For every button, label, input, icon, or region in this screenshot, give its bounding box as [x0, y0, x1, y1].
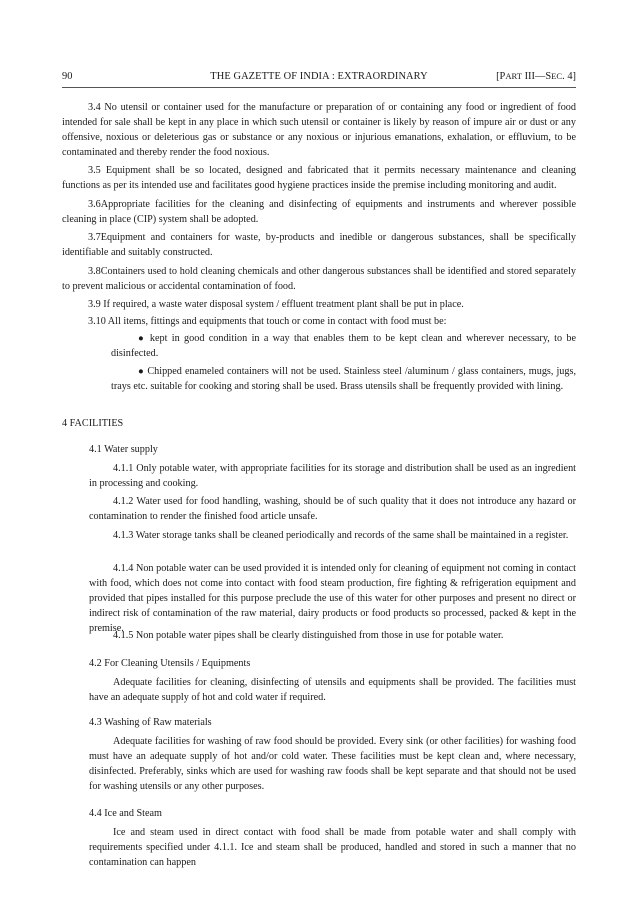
para-4-1-4: 4.1.4 Non potable water can be used provided it is intended only for cleaning of equipment not coming in contact with food, which does not come into contact with food steam production, fire fighting & refrigeration equipment and provided that pipes installed for this purpose preclude the use of this water for other purposes and present no direct or indirect risk of contamination of the raw material, dairy products or food products so processed, packed & kept in the premise.	[89, 563, 576, 635]
subheading-4-1: 4.1 Water supply	[89, 444, 158, 455]
header-rule	[62, 87, 576, 88]
para-4-3: Adequate facilities for washing of raw food should be provided. Every sink (or other facilities) for washing food must have an adequate supply of hot and/or cold water. These facilities must be kept clean and, where necessary, disinfected. Preferably, sinks which are used for washing raw foods shall be kept separate and that should not be used for washing utensils or any other purposes.	[89, 736, 576, 793]
para-4-1-5: 4.1.5 Non potable water pipes shall be clearly distinguished from those in use for potable water.	[113, 630, 504, 641]
para-3-6: 3.6Appropriate facilities for the cleaning and disinfecting of equipments and instruments and wherever possible cleaning in place (CIP) system shall be adopted.	[62, 199, 576, 226]
bullet-icon: ●	[138, 366, 145, 377]
page-header	[62, 69, 576, 83]
para-3-7: 3.7Equipment and containers for waste, by-products and inedible or dangerous substances, shall be specifically identifiable and suitably constructed.	[62, 232, 576, 259]
para-3-8: 3.8Containers used to hold cleaning chemicals and other dangerous substances shall be identified and stored separately to prevent malicious or accidental contamination of food.	[62, 266, 576, 293]
para-3-4: 3.4 No utensil or container used for the manufacture or preparation of or containing any food or ingredient of food intended for sale shall be kept in any place in which such utensil or container is likely by reason of impure air or dust or any offensive, noxious or deleterious gas or substance or any noxious or injurious emanations, exhalation, or effluvium, to be contaminated and thereby render the food noxious.	[62, 102, 576, 159]
para-4-1-1: 4.1.1 Only potable water, with appropriate facilities for its storage and distribution shall be used as an ingredient in processing and cooking.	[89, 463, 576, 490]
subheading-4-2: 4.2 For Cleaning Utensils / Equipments	[89, 658, 251, 669]
para-4-4: Ice and steam used in direct contact with food shall be made from potable water and shall comply with requirements specified under 4.1.1. Ice and steam shall be produced, handled and stored in such a manner that no contamination can happen	[89, 827, 576, 869]
para-4-1-3: 4.1.3 Water storage tanks shall be cleaned periodically and records of the same shall be maintained in a register.	[113, 530, 569, 541]
gazette-title: THE GAZETTE OF INDIA : EXTRAORDINARY	[210, 71, 428, 82]
para-3-9: 3.9 If required, a waste water disposal system / effluent treatment plant shall be put in place.	[88, 299, 464, 310]
para-4-1-2: 4.1.2 Water used for food handling, washing, should be of such quality that it does not introduce any hazard or contamination to render the finished food article unsafe.	[89, 496, 576, 523]
subheading-4-3: 4.3 Washing of Raw materials	[89, 717, 212, 728]
bullet-item-1: ● kept in good condition in a way that enables them to be kept clean and wherever necessary, to be disinfected.	[111, 333, 576, 360]
para-3-5: 3.5 Equipment shall be so located, designed and fabricated that it permits necessary maintenance and cleaning functions as per its intended use and facilitates good hygiene practices inside the premise including monitoring and audit.	[62, 165, 576, 192]
para-4-2: Adequate facilities for cleaning, disinfecting of utensils and equipments shall be provided. The facilities must have an adequate supply of hot and cold water if required.	[89, 677, 576, 704]
page-number: 90	[62, 71, 73, 82]
para-3-10: 3.10 All items, fittings and equipments that touch or come in contact with food must be:	[88, 316, 447, 327]
section-heading-4: 4 FACILITIES	[62, 418, 124, 429]
bullet-icon: ●	[138, 333, 146, 344]
subheading-4-4: 4.4 Ice and Steam	[89, 808, 162, 819]
part-section-label: [PART III—SEC. 4]	[496, 71, 576, 82]
bullet-item-2: ● Chipped enameled containers will not be used. Stainless steel /aluminum / glass containers, mugs, jugs, trays etc. suitable for cooking and storing shall be used. Brass utensils shall be frequently provided with lining.	[111, 366, 577, 393]
